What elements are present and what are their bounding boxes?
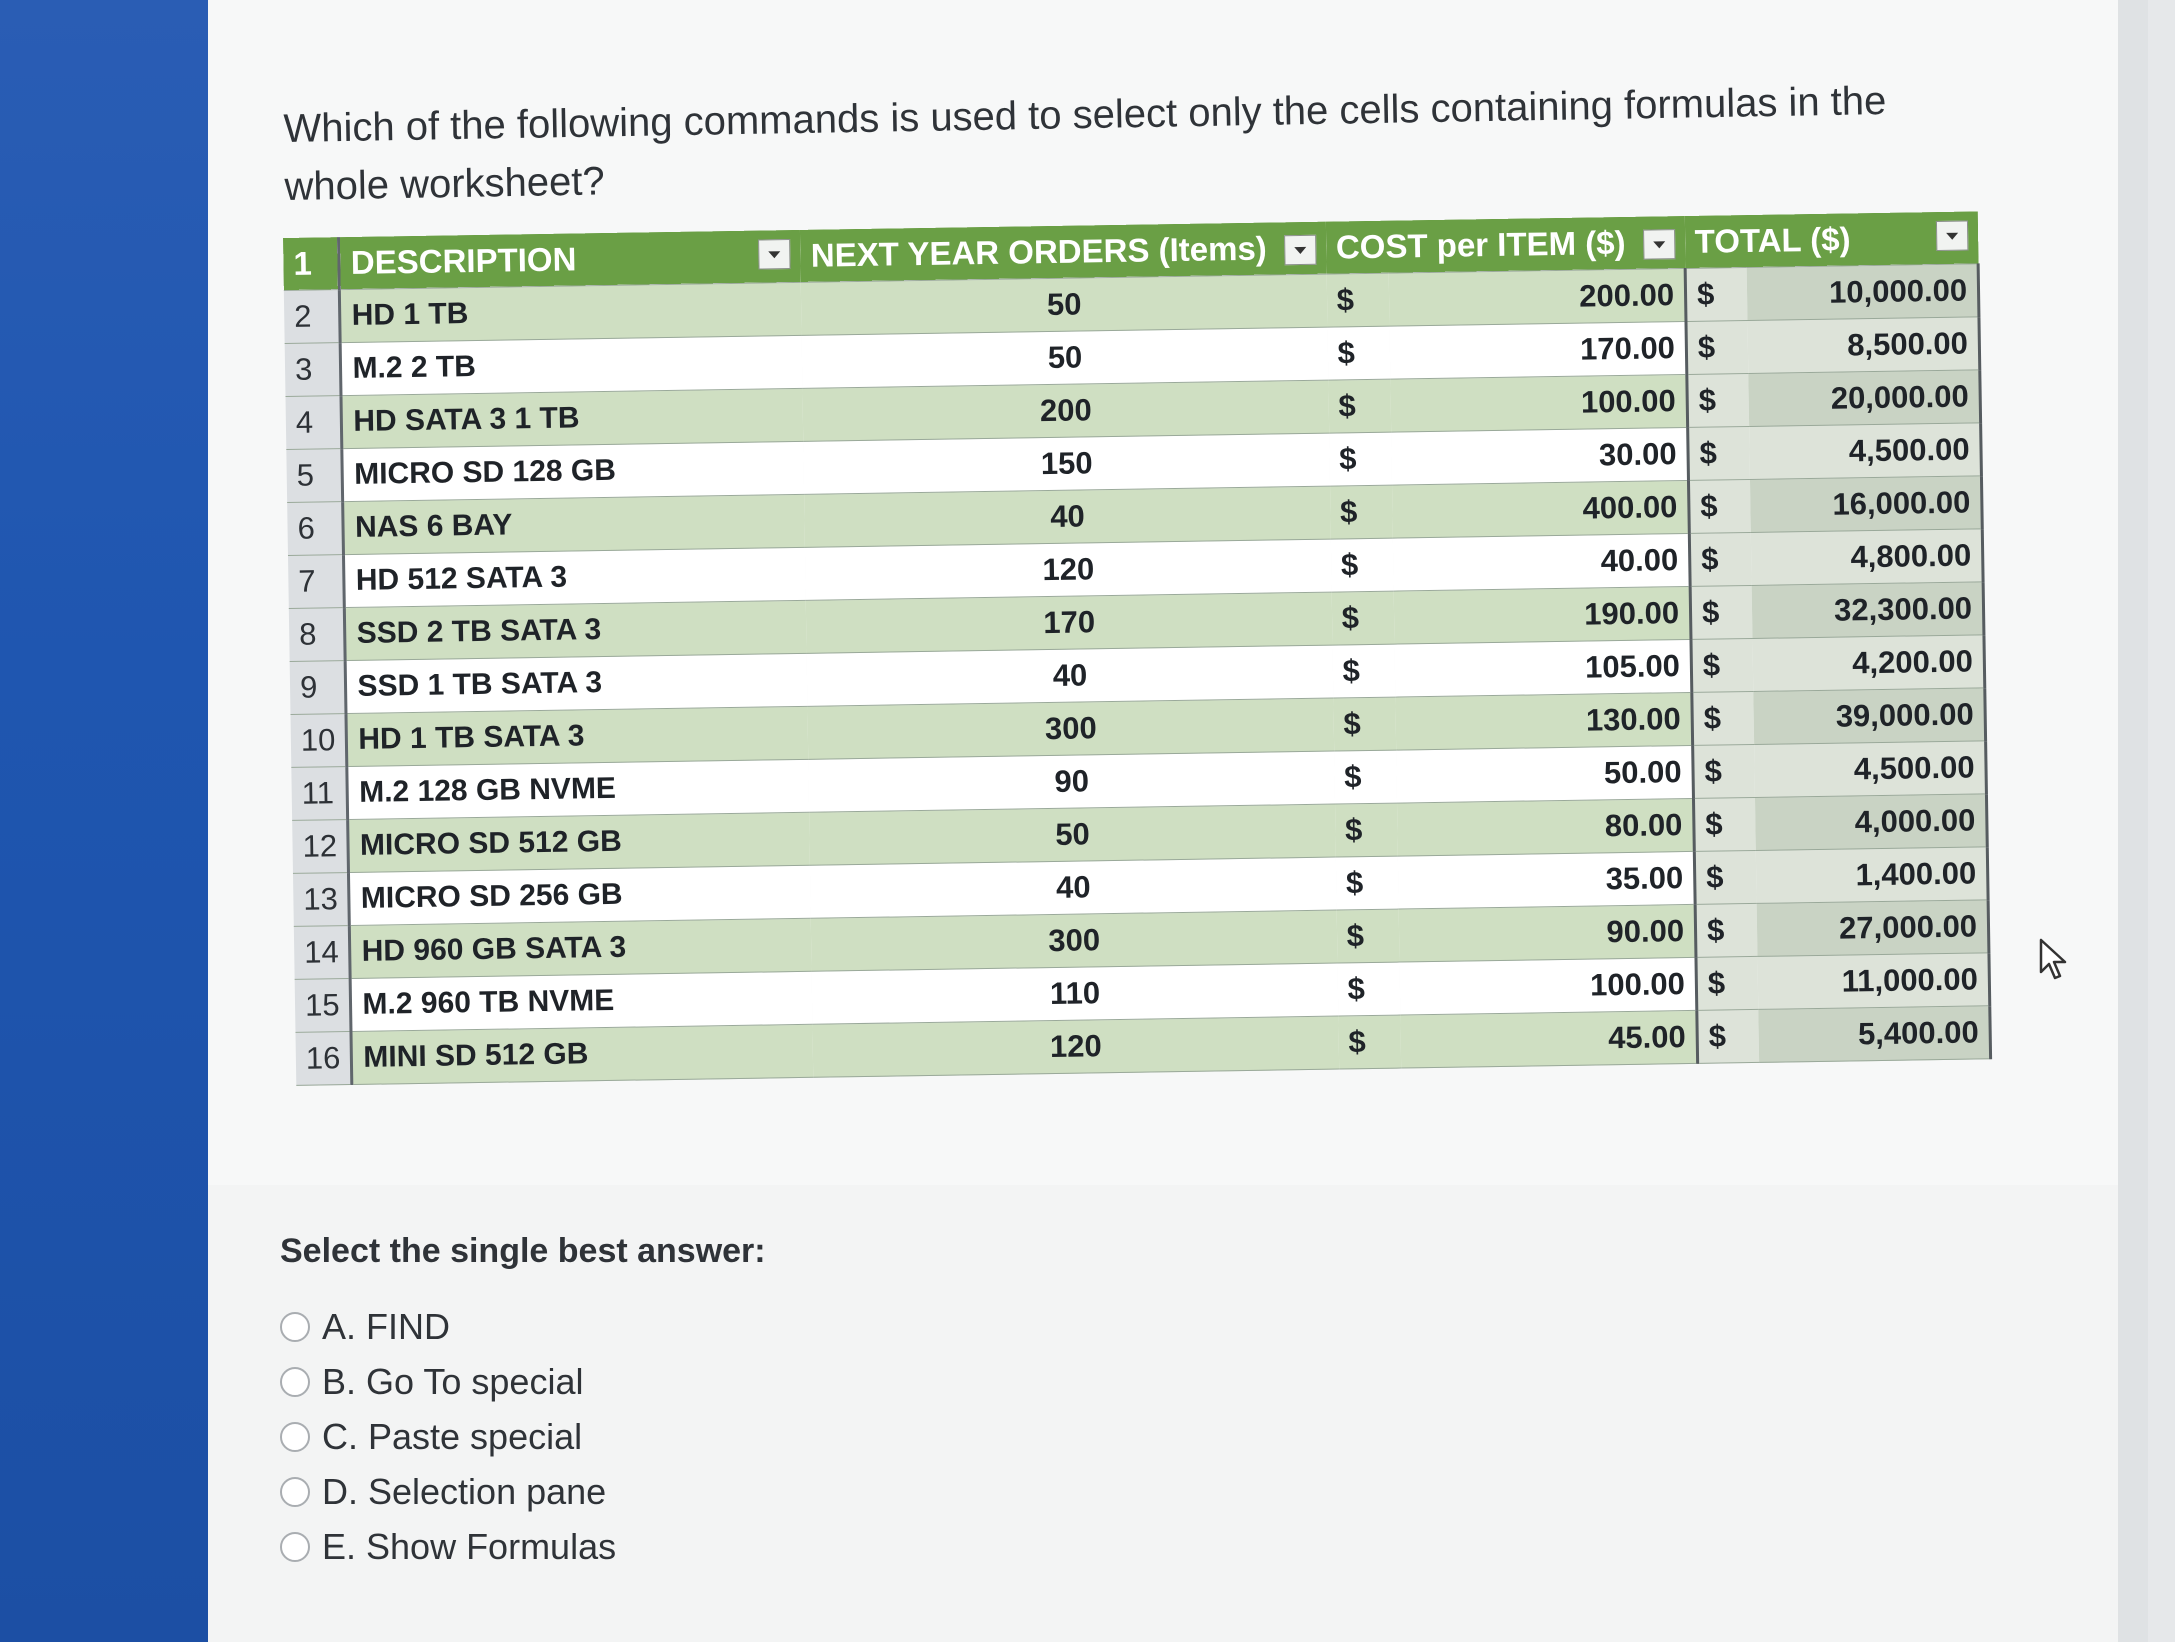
cell-description: M.2 128 GB NVME [347,759,809,819]
column-header-description [339,230,801,290]
answer-option[interactable] [280,1409,766,1464]
cell-currency-symbol: $ [1691,638,1753,692]
cell-description: MICRO SD 256 GB [349,865,811,925]
answer-option[interactable] [280,1354,766,1409]
cell-currency-symbol: $ [1334,750,1397,804]
cell-currency-symbol: $ [1685,268,1747,322]
row-number: 8 [289,608,346,662]
cell-cost: 40.00 [1393,533,1691,591]
cell-orders: 90 [809,751,1335,812]
cell-cost: 45.00 [1400,1010,1698,1068]
cell-cost: 80.00 [1397,798,1695,856]
cell-currency-symbol: $ [1328,379,1391,433]
cell-total: 4,500.00 [1754,741,1986,798]
cell-cost: 400.00 [1392,480,1690,538]
radio-button-icon[interactable] [280,1367,310,1397]
cell-description: M.2 960 TB NVME [351,971,813,1031]
cell-currency-symbol: $ [1333,697,1396,751]
answer-option-label: A. FIND [322,1305,451,1347]
cell-description: MICRO SD 128 GB [342,441,804,501]
cell-total: 5,400.00 [1758,1006,1990,1063]
cell-cost: 105.00 [1394,639,1692,697]
cell-currency-symbol: $ [1338,1015,1401,1069]
cell-cost: 30.00 [1391,427,1689,485]
radio-button-icon[interactable] [280,1312,310,1342]
row-number: 1 [283,237,340,290]
cell-currency-symbol: $ [1694,850,1756,904]
cell-total: 10,000.00 [1747,264,1979,321]
cell-total: 4,200.00 [1752,635,1984,692]
cell-orders: 150 [804,433,1330,494]
column-header-label: COST per ITEM ($) [1335,223,1626,266]
radio-button-icon[interactable] [280,1477,310,1507]
cell-currency-symbol: $ [1327,326,1390,380]
cell-currency-symbol: $ [1696,956,1758,1010]
cell-currency-symbol: $ [1335,856,1398,910]
desktop-background [0,0,240,1642]
cell-description: HD SATA 3 1 TB [341,388,803,448]
row-number: 2 [284,290,341,344]
cell-description: MICRO SD 512 GB [348,812,810,872]
cell-currency-symbol: $ [1335,803,1398,857]
cell-description: HD 512 SATA 3 [344,547,806,607]
row-number: 16 [295,1032,352,1086]
row-number: 14 [294,926,351,980]
chevron-down-icon[interactable] [759,239,791,269]
cell-orders: 300 [808,698,1334,759]
cell-cost: 190.00 [1393,586,1691,644]
cell-currency-symbol: $ [1330,485,1393,539]
answer-option-label: B. Go To special [322,1360,584,1402]
cell-currency-symbol: $ [1692,691,1754,745]
cell-currency-symbol: $ [1693,744,1755,798]
cell-currency-symbol: $ [1688,426,1750,480]
row-number: 3 [285,343,342,397]
chevron-down-icon[interactable] [1935,221,1967,251]
answer-prompt: Select the single best answer: [280,1232,766,1270]
row-number: 10 [290,714,347,768]
row-number: 13 [293,873,350,927]
cell-total: 4,500.00 [1749,423,1981,480]
cell-total: 16,000.00 [1750,476,1982,533]
cell-orders: 50 [801,274,1327,335]
spreadsheet-table [283,211,1992,1086]
cell-currency-symbol: $ [1686,321,1748,375]
cell-description: SSD 2 TB SATA 3 [345,600,807,660]
cell-currency-symbol: $ [1330,538,1393,592]
cell-total: 4,800.00 [1751,529,1983,586]
cell-currency-symbol: $ [1688,479,1750,533]
cell-orders: 170 [806,592,1332,653]
cell-description: HD 1 TB SATA 3 [346,706,808,766]
cell-cost: 170.00 [1389,321,1687,379]
radio-button-icon[interactable] [280,1422,310,1452]
cell-orders: 200 [803,380,1329,441]
cell-total: 32,300.00 [1752,582,1984,639]
cell-description: MINI SD 512 GB [351,1024,813,1084]
cell-orders: 120 [813,1016,1339,1077]
cell-currency-symbol: $ [1695,903,1757,957]
question-text: Which of the following commands is used to select only the cells containing formulas in the whole worksheet? [283,79,1887,209]
page-edge [2118,0,2148,1642]
row-number: 15 [295,979,352,1033]
cell-cost: 100.00 [1399,957,1697,1015]
row-number: 12 [292,820,349,874]
cell-orders: 300 [811,910,1337,971]
column-header-label: NEXT YEAR ORDERS (Items) [810,229,1268,274]
mouse-pointer-icon [2038,938,2070,982]
answer-options [280,1299,766,1574]
cell-cost: 200.00 [1388,268,1686,326]
cell-currency-symbol: $ [1331,591,1394,645]
column-header-cost [1326,216,1686,274]
cell-orders: 40 [807,645,1333,706]
cell-total: 8,500.00 [1747,317,1979,374]
cell-description: HD 1 TB [340,282,802,342]
row-number: 7 [288,555,345,609]
chevron-down-icon[interactable] [1643,229,1675,259]
radio-button-icon[interactable] [280,1532,310,1562]
cell-cost: 35.00 [1398,851,1696,909]
cell-description: HD 960 GB SATA 3 [350,918,812,978]
cell-currency-symbol: $ [1687,374,1749,428]
column-header-label: DESCRIPTION [350,240,577,281]
spreadsheet-body [284,264,1991,1086]
answer-option-label: E. Show Formulas [322,1525,617,1567]
row-number: 5 [286,449,343,503]
cell-total: 11,000.00 [1757,953,1989,1010]
answer-option-label: C. Paste special [322,1415,583,1457]
cell-currency-symbol: $ [1329,432,1392,486]
answer-option[interactable] [280,1299,766,1354]
cell-orders: 40 [810,857,1336,918]
column-header-label: TOTAL ($) [1694,220,1851,260]
cell-total: 1,400.00 [1756,847,1988,904]
row-number: 4 [285,396,342,450]
cell-currency-symbol: $ [1689,532,1751,586]
cell-cost: 100.00 [1390,374,1688,432]
cell-currency-symbol: $ [1336,909,1399,963]
cell-orders: 40 [805,486,1331,547]
cell-currency-symbol: $ [1326,273,1389,327]
chevron-down-icon[interactable] [1284,235,1316,265]
answer-option[interactable] [280,1519,766,1574]
cell-orders: 120 [805,539,1331,600]
cell-currency-symbol: $ [1697,1009,1759,1063]
cell-orders: 110 [812,963,1338,1024]
cell-cost: 130.00 [1395,692,1693,750]
cell-currency-symbol: $ [1693,797,1755,851]
cell-currency-symbol: $ [1332,644,1395,698]
cell-orders: 50 [802,327,1328,388]
cell-cost: 90.00 [1398,904,1696,962]
cell-total: 4,000.00 [1755,794,1987,851]
cell-description: NAS 6 BAY [343,494,805,554]
cell-currency-symbol: $ [1337,962,1400,1016]
answer-option[interactable] [280,1464,766,1519]
column-header-total [1684,211,1978,268]
spreadsheet-image [283,211,1992,1086]
row-number: 9 [290,661,347,715]
cell-total: 27,000.00 [1757,900,1989,957]
cell-cost: 50.00 [1396,745,1694,803]
answer-section [280,1232,766,1574]
row-number: 6 [287,502,344,556]
column-header-orders [800,222,1326,283]
cell-total: 20,000.00 [1748,370,1980,427]
cell-orders: 50 [810,804,1336,865]
answer-option-label: D. Selection pane [322,1470,607,1512]
cell-total: 39,000.00 [1753,688,1985,745]
cell-description: M.2 2 TB [341,335,803,395]
row-number: 11 [291,767,348,821]
cell-currency-symbol: $ [1690,585,1752,639]
cell-description: SSD 1 TB SATA 3 [346,653,808,713]
